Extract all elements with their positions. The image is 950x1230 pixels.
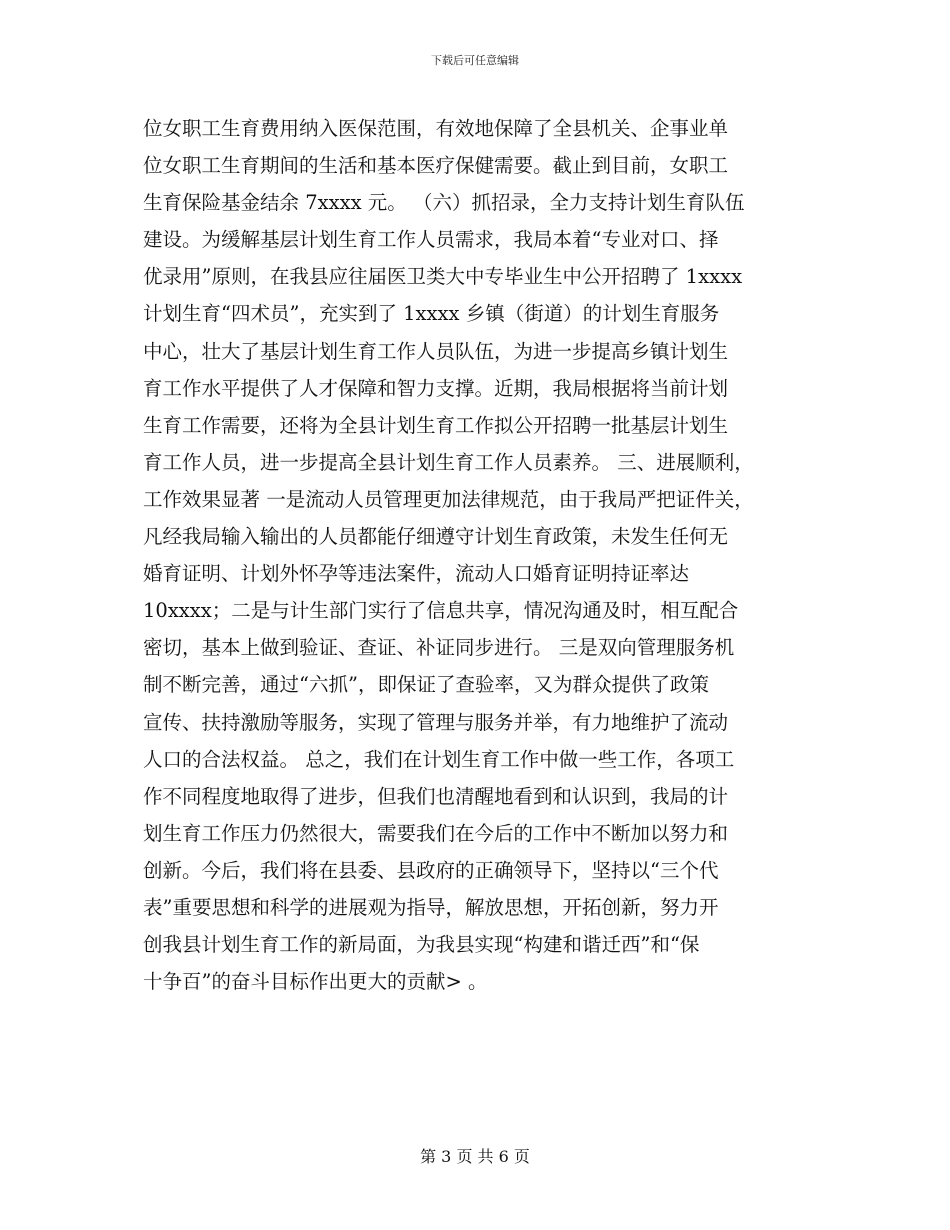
body-line: 宣传、扶持激励等服务，实现了管理与服务并举，有力地维护了流动 <box>143 710 729 734</box>
document-body <box>143 110 818 1000</box>
body-line: 建设。为缓解基层计划生育工作人员需求，我局本着“专业对口、择 <box>143 228 719 252</box>
body-line: 人口的合法权益。 总之，我们在计划生育工作中做一些工作，各项工 <box>143 747 735 771</box>
body-line: 优录用”原则，在我县应往届医卫类大中专毕业生中公开招聘了 1xxxx <box>143 265 743 289</box>
body-line: 育工作人员，进一步提高全县计划生育工作人员素养。 三、进展顺利， <box>143 450 754 474</box>
body-line: 计划生育“四术员”，充实到了 1xxxx 乡镇（街道）的计划生育服务 <box>143 302 720 326</box>
body-line: 生育保险基金结余 7xxxx 元。 （六）抓招录，全力支持计划生育队伍 <box>143 191 745 215</box>
body-line: 位女职工生育期间的生活和基本医疗保健需要。截止到目前，女职工 <box>143 154 729 178</box>
body-line: 婚育证明、计划外怀孕等违法案件，流动人口婚育证明持证率达 <box>143 562 690 586</box>
body-line: 划生育工作压力仍然很大，需要我们在今后的工作中不断加以努力和 <box>143 821 729 845</box>
body-line: 10xxxx；二是与计生部门实行了信息共享，情况沟通及时，相互配合 <box>143 599 739 623</box>
body-line: 十争百”的奋斗目标作出更大的贡献> 。 <box>143 970 488 994</box>
body-line: 中心，壮大了基层计划生育工作人员队伍，为进一步提高乡镇计划生 <box>143 339 729 363</box>
body-line: 密切，基本上做到验证、查证、补证同步进行。 三是双向管理服务机 <box>143 636 735 660</box>
page-number: 第 3 页 共 6 页 <box>420 1147 530 1166</box>
body-line: 育工作水平提供了人才保障和智力支撑。近期，我局根据将当前计划 <box>143 376 729 400</box>
body-line: 工作效果显著 一是流动人员管理更加法律规范，由于我局严把证件关， <box>143 487 754 511</box>
body-line: 生育工作需要，还将为全县计划生育工作拟公开招聘一批基层计划生 <box>143 413 729 437</box>
body-line: 创我县计划生育工作的新局面，为我县实现“构建和谐迁西”和“保 <box>143 933 700 957</box>
body-line: 创新。今后，我们将在县委、县政府的正确领导下，坚持以“三个代 <box>143 858 719 882</box>
body-line: 位女职工生育费用纳入医保范围，有效地保障了全县机关、企事业单 <box>143 117 729 140</box>
body-line: 制不断完善，通过“六抓”，即保证了查验率，又为群众提供了政策 <box>143 673 709 697</box>
body-line: 作不同程度地取得了进步，但我们也清醒地看到和认识到，我局的计 <box>143 784 729 808</box>
body-line: 表”重要思想和科学的进展观为指导，解放思想，开拓创新，努力开 <box>143 895 719 919</box>
body-line: 凡经我局输入输出的人员都能仔细遵守计划生育政策，未发生任何无 <box>143 525 729 549</box>
page-header-note: 下载后可任意编辑 <box>431 54 519 67</box>
